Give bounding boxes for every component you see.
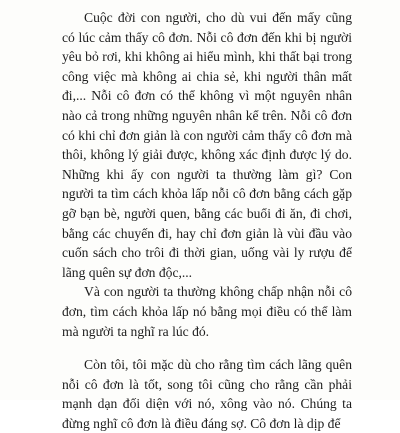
- paragraph-author-view: Còn tôi, tôi mặc dù cho rằng tìm cách lãng quên nỗi cô đơn là tốt, song tôi cũng cho rằng cần phải mạnh dạn đối diện với nó, xông vào nó. Chúng ta đừng nghĩ cô đơn là điều đáng sợ. Cô đơn là dịp để: [62, 357, 352, 431]
- paragraph-loneliness-causes: Cuộc đời con người, cho dù vui đến mấy cũng có lúc cảm thấy cô đơn. Nỗi cô đơn đến khi bị người yêu bỏ rơi, khi không ai hiểu mình, khi thất bại trong công việc mà không ai chia sẻ, khi người thân mất đi,... Nỗi cô đơn có thể không vì một nguyên nhân nào cả trong những nguyên nhân kể trên. Nỗi cô đơn có khi chỉ đơn giản là con người cảm thấy cô đơn mà thôi, không lý giải được, không xác định được lý do. Những khi ấy con người ta thường làm gì? Con người ta tìm cách khỏa lấp nỗi cô đơn bằng cách gặp gỡ bạn bè, người quen, bằng các buổi đi ăn, đi chơi, bằng các chuyến đi, hay chỉ đơn giản là vùi đầu vào cuốn sách cho trôi đi thời gian, uống vài ly rượu để lãng quên sự đơn độc,...: [62, 10, 352, 280]
- paragraph-not-accepting: Và con người ta thường không chấp nhận nỗi cô đơn, tìm cách khỏa lấp nó bằng mọi điều có thể làm mà người ta nghĩ ra lúc đó.: [62, 284, 352, 339]
- body-text: [62, 8, 352, 433]
